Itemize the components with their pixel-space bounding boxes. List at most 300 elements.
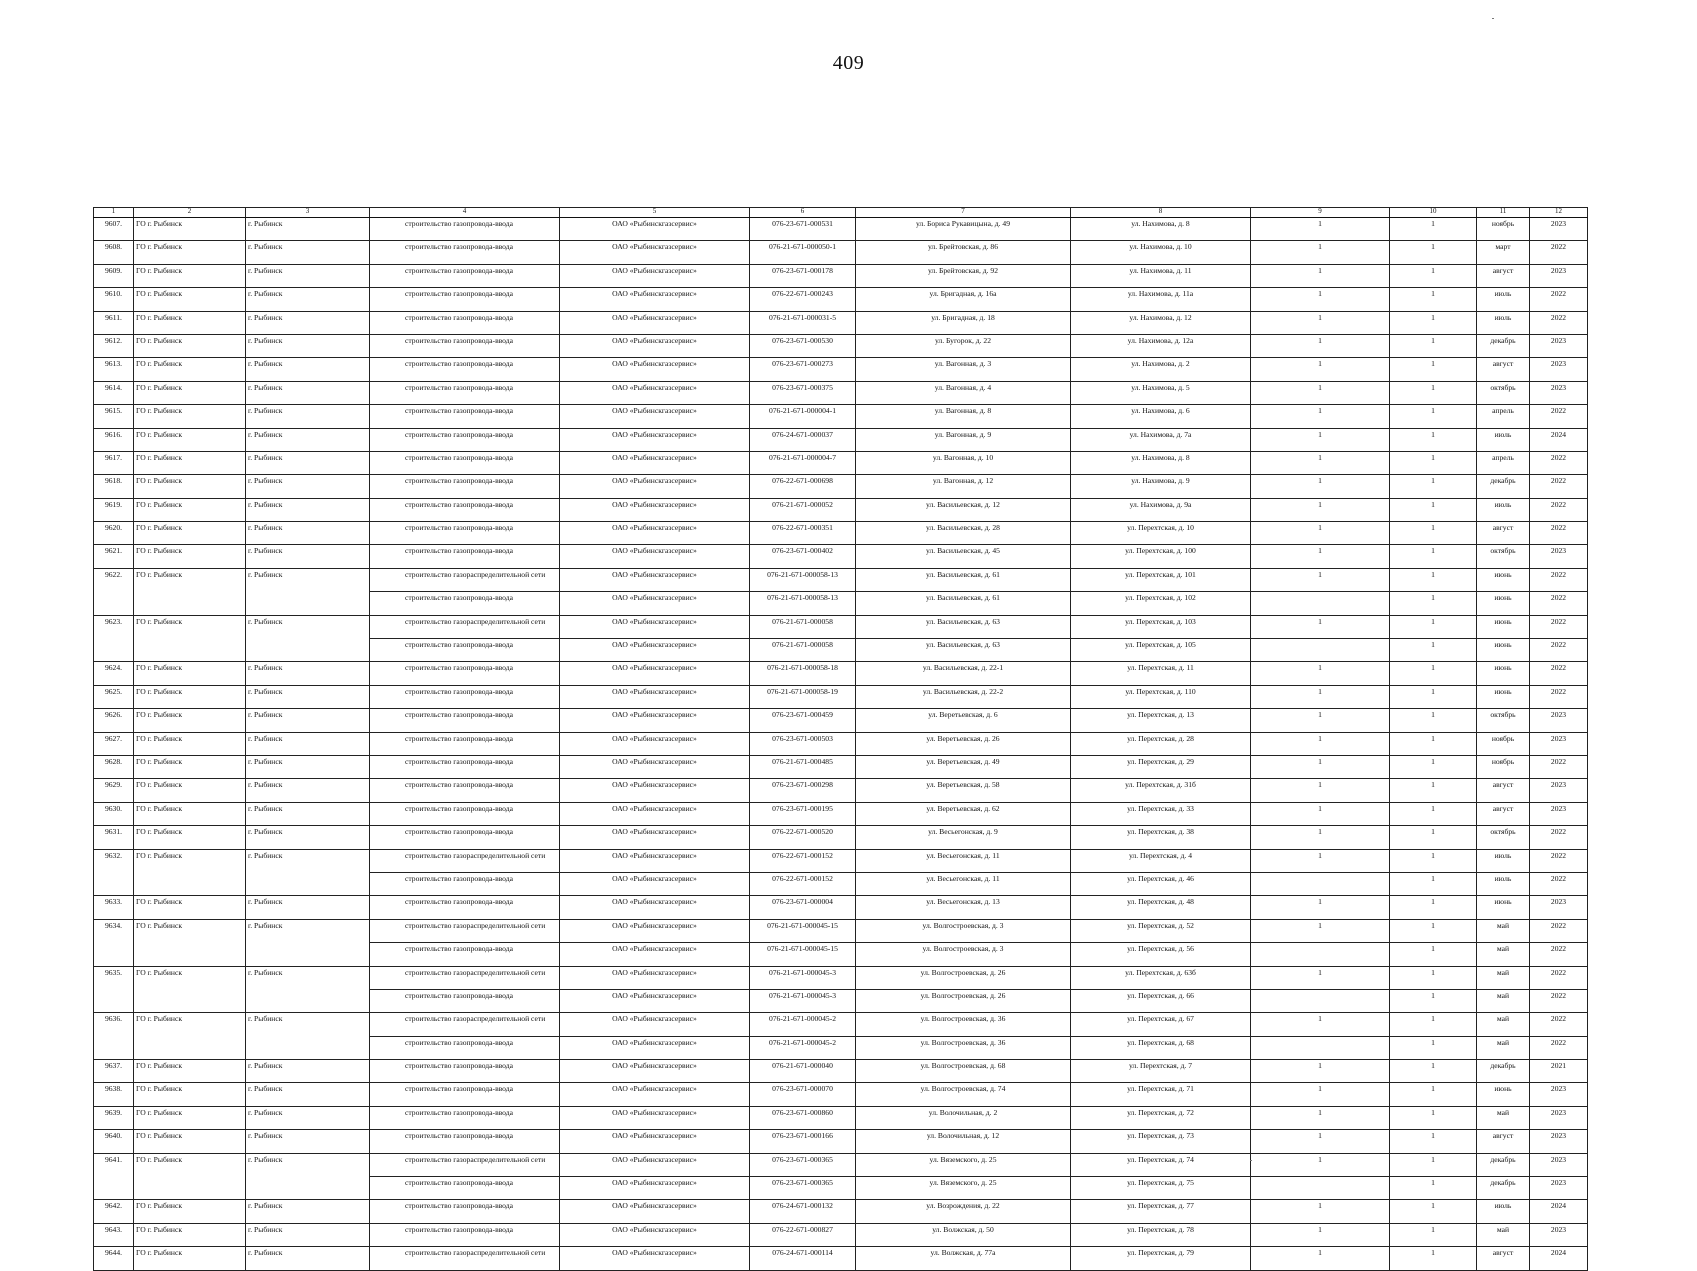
object-code-cell: 076-21-671-000485 xyxy=(750,755,856,778)
year-cell: 2022 xyxy=(1530,989,1588,1012)
year-cell: 2024 xyxy=(1530,1247,1588,1270)
settlement-cell: г. Рыбинск xyxy=(246,1083,370,1106)
work-type-cell: строительство газораспределительной сети xyxy=(370,1247,560,1270)
organization-cell: ОАО «Рыбинскгазсервис» xyxy=(560,311,750,334)
year-cell: 2022 xyxy=(1530,849,1588,872)
quantity-cell: 1 xyxy=(1390,989,1477,1012)
year-cell: 2022 xyxy=(1530,615,1588,638)
address-to-cell: ул. Перехтская, д. 29 xyxy=(1071,755,1251,778)
municipality-cell: ГО г. Рыбинск xyxy=(134,1223,246,1246)
address-to-cell: ул. Нахимова, д. 8 xyxy=(1071,451,1251,474)
object-code-cell: 076-21-671-000045-15 xyxy=(750,943,856,966)
quantity-cell: 1 xyxy=(1390,872,1477,895)
month-cell: октябрь xyxy=(1477,545,1530,568)
settlement-cell: г. Рыбинск xyxy=(246,311,370,334)
month-cell: август xyxy=(1477,779,1530,802)
quantity-cell: 1 xyxy=(1390,615,1477,638)
address-to-cell: ул. Перехтская, д. 71 xyxy=(1071,1083,1251,1106)
address-to-cell: ул. Нахимова, д. 12 xyxy=(1071,311,1251,334)
quantity-cell: 1 xyxy=(1390,826,1477,849)
quantity-cell: 1 xyxy=(1390,1060,1477,1083)
month-cell: август xyxy=(1477,802,1530,825)
row-number: 9613. xyxy=(94,358,134,381)
address-from-cell: ул. Весьегонская, д. 9 xyxy=(856,826,1071,849)
object-code-cell: 076-22-671-000152 xyxy=(750,849,856,872)
municipality-cell: ГО г. Рыбинск xyxy=(134,802,246,825)
table-row xyxy=(94,358,1588,381)
settlement-cell: г. Рыбинск xyxy=(246,1106,370,1129)
row-number: 9622. xyxy=(94,568,134,591)
count-cell: 1 xyxy=(1251,405,1390,428)
address-to-cell: ул. Нахимова, д. 8 xyxy=(1071,218,1251,241)
row-number: 9632. xyxy=(94,849,134,872)
row-number: 9609. xyxy=(94,264,134,287)
object-code-cell: 076-23-671-000503 xyxy=(750,732,856,755)
work-type-cell: строительство газопровода-ввода xyxy=(370,896,560,919)
column-number: 7 xyxy=(856,208,1071,218)
work-type-cell: строительство газопровода-ввода xyxy=(370,264,560,287)
column-number: 4 xyxy=(370,208,560,218)
row-number: 9623. xyxy=(94,615,134,638)
column-number: 9 xyxy=(1251,208,1390,218)
month-cell: июнь xyxy=(1477,639,1530,662)
work-type-cell: строительство газопровода-ввода xyxy=(370,1036,560,1059)
table-row xyxy=(94,1013,1588,1036)
organization-cell: ОАО «Рыбинскгазсервис» xyxy=(560,1153,750,1176)
organization-cell: ОАО «Рыбинскгазсервис» xyxy=(560,241,750,264)
address-to-cell: ул. Перехтская, д. 72 xyxy=(1071,1106,1251,1129)
year-cell: 2023 xyxy=(1530,732,1588,755)
municipality-cell: ГО г. Рыбинск xyxy=(134,779,246,802)
work-type-cell: строительство газопровода-ввода xyxy=(370,732,560,755)
year-cell: 2022 xyxy=(1530,966,1588,989)
quantity-cell: 1 xyxy=(1390,288,1477,311)
object-code-cell: 076-22-671-000827 xyxy=(750,1223,856,1246)
municipality-cell: ГО г. Рыбинск xyxy=(134,334,246,357)
municipality-cell: ГО г. Рыбинск xyxy=(134,451,246,474)
work-type-cell: строительство газопровода-ввода xyxy=(370,218,560,241)
month-cell: ноябрь xyxy=(1477,732,1530,755)
column-number: 5 xyxy=(560,208,750,218)
count-cell xyxy=(1251,943,1390,966)
count-cell: 1 xyxy=(1251,1153,1390,1176)
address-from-cell: ул. Васильевская, д. 22-2 xyxy=(856,685,1071,708)
address-from-cell: ул. Вагонная, д. 9 xyxy=(856,428,1071,451)
work-type-cell: строительство газопровода-ввода xyxy=(370,545,560,568)
organization-cell: ОАО «Рыбинскгазсервис» xyxy=(560,475,750,498)
object-code-cell: 076-21-671-000058 xyxy=(750,615,856,638)
address-to-cell: ул. Нахимова, д. 12а xyxy=(1071,334,1251,357)
municipality-cell: ГО г. Рыбинск xyxy=(134,1153,246,1176)
address-to-cell: ул. Перехтская, д. 46 xyxy=(1071,872,1251,895)
work-type-cell: строительство газопровода-ввода xyxy=(370,428,560,451)
address-from-cell: ул. Брейтовская, д. 92 xyxy=(856,264,1071,287)
page-number: 409 xyxy=(832,52,865,74)
work-type-cell: строительство газопровода-ввода xyxy=(370,475,560,498)
address-to-cell: ул. Перехтская, д. 48 xyxy=(1071,896,1251,919)
year-cell: 2022 xyxy=(1530,241,1588,264)
work-type-cell: строительство газопровода-ввода xyxy=(370,381,560,404)
municipality-cell: ГО г. Рыбинск xyxy=(134,545,246,568)
object-code-cell: 076-23-671-000195 xyxy=(750,802,856,825)
month-cell: июнь xyxy=(1477,896,1530,919)
year-cell: 2023 xyxy=(1530,1177,1588,1200)
settlement-cell: г. Рыбинск xyxy=(246,1223,370,1246)
organization-cell: ОАО «Рыбинскгазсервис» xyxy=(560,1177,750,1200)
address-from-cell: ул. Волгостроевская, д. 68 xyxy=(856,1060,1071,1083)
object-code-cell: 076-23-671-000365 xyxy=(750,1177,856,1200)
settlement-cell: г. Рыбинск xyxy=(246,288,370,311)
address-from-cell: ул. Весьегонская, д. 11 xyxy=(856,849,1071,872)
count-cell: 1 xyxy=(1251,241,1390,264)
address-from-cell: ул. Васильевская, д. 63 xyxy=(856,639,1071,662)
settlement-cell: г. Рыбинск xyxy=(246,381,370,404)
quantity-cell: 1 xyxy=(1390,919,1477,942)
municipality-cell: ГО г. Рыбинск xyxy=(134,428,246,451)
row-number xyxy=(94,989,134,1012)
address-to-cell: ул. Перехтская, д. 66 xyxy=(1071,989,1251,1012)
municipality-cell: ГО г. Рыбинск xyxy=(134,615,246,638)
municipality-cell: ГО г. Рыбинск xyxy=(134,919,246,942)
month-cell: июнь xyxy=(1477,1083,1530,1106)
organization-cell: ОАО «Рыбинскгазсервис» xyxy=(560,592,750,615)
settlement-cell: г. Рыбинск xyxy=(246,802,370,825)
organization-cell: ОАО «Рыбинскгазсервис» xyxy=(560,1130,750,1153)
address-to-cell: ул. Нахимова, д. 6 xyxy=(1071,405,1251,428)
address-from-cell: ул. Бригадная, д. 16а xyxy=(856,288,1071,311)
month-cell: апрель xyxy=(1477,451,1530,474)
count-cell: 1 xyxy=(1251,802,1390,825)
address-to-cell: ул. Перехтская, д. 102 xyxy=(1071,592,1251,615)
object-code-cell: 076-22-671-000520 xyxy=(750,826,856,849)
count-cell: 1 xyxy=(1251,218,1390,241)
year-cell: 2022 xyxy=(1530,311,1588,334)
year-cell: 2022 xyxy=(1530,919,1588,942)
municipality-cell: ГО г. Рыбинск xyxy=(134,755,246,778)
count-cell: 1 xyxy=(1251,966,1390,989)
address-to-cell: ул. Перехтская, д. 52 xyxy=(1071,919,1251,942)
address-to-cell: ул. Перехтская, д. 11 xyxy=(1071,662,1251,685)
year-cell: 2022 xyxy=(1530,288,1588,311)
count-cell: 1 xyxy=(1251,311,1390,334)
municipality-cell: ГО г. Рыбинск xyxy=(134,522,246,545)
quantity-cell: 1 xyxy=(1390,1153,1477,1176)
table-row xyxy=(94,662,1588,685)
object-code-cell: 076-23-671-000273 xyxy=(750,358,856,381)
year-cell: 2023 xyxy=(1530,802,1588,825)
row-number: 9639. xyxy=(94,1106,134,1129)
row-number: 9629. xyxy=(94,779,134,802)
organization-cell: ОАО «Рыбинскгазсервис» xyxy=(560,802,750,825)
count-cell: 1 xyxy=(1251,264,1390,287)
quantity-cell: 1 xyxy=(1390,709,1477,732)
organization-cell: ОАО «Рыбинскгазсервис» xyxy=(560,218,750,241)
address-from-cell: ул. Волгостроевская, д. 26 xyxy=(856,989,1071,1012)
object-code-cell: 076-21-671-000004-7 xyxy=(750,451,856,474)
month-cell: июнь xyxy=(1477,615,1530,638)
municipality-cell xyxy=(134,1036,246,1059)
organization-cell: ОАО «Рыбинскгазсервис» xyxy=(560,568,750,591)
address-to-cell: ул. Перехтская, д. 77 xyxy=(1071,1200,1251,1223)
work-type-cell: строительство газопровода-ввода xyxy=(370,685,560,708)
row-number: 9631. xyxy=(94,826,134,849)
settlement-cell: г. Рыбинск xyxy=(246,1200,370,1223)
organization-cell: ОАО «Рыбинскгазсервис» xyxy=(560,358,750,381)
row-number: 9619. xyxy=(94,498,134,521)
work-type-cell: строительство газораспределительной сети xyxy=(370,615,560,638)
settlement-cell: г. Рыбинск xyxy=(246,522,370,545)
month-cell: май xyxy=(1477,989,1530,1012)
settlement-cell: г. Рыбинск xyxy=(246,451,370,474)
table-row xyxy=(94,381,1588,404)
settlement-cell: г. Рыбинск xyxy=(246,919,370,942)
table-row xyxy=(94,802,1588,825)
count-cell: 1 xyxy=(1251,475,1390,498)
year-cell: 2022 xyxy=(1530,943,1588,966)
year-cell: 2023 xyxy=(1530,358,1588,381)
object-code-cell: 076-21-671-000045-15 xyxy=(750,919,856,942)
count-cell: 1 xyxy=(1251,779,1390,802)
column-number: 3 xyxy=(246,208,370,218)
count-cell xyxy=(1251,1177,1390,1200)
address-to-cell: ул. Нахимова, д. 2 xyxy=(1071,358,1251,381)
row-number xyxy=(94,1036,134,1059)
organization-cell: ОАО «Рыбинскгазсервис» xyxy=(560,685,750,708)
month-cell: июнь xyxy=(1477,662,1530,685)
municipality-cell: ГО г. Рыбинск xyxy=(134,264,246,287)
organization-cell: ОАО «Рыбинскгазсервис» xyxy=(560,1036,750,1059)
object-code-cell: 076-22-671-000243 xyxy=(750,288,856,311)
row-number: 9642. xyxy=(94,1200,134,1223)
address-from-cell: ул. Вяземского, д. 25 xyxy=(856,1177,1071,1200)
work-type-cell: строительство газопровода-ввода xyxy=(370,1106,560,1129)
count-cell: 1 xyxy=(1251,428,1390,451)
municipality-cell: ГО г. Рыбинск xyxy=(134,498,246,521)
settlement-cell: г. Рыбинск xyxy=(246,358,370,381)
address-from-cell: ул. Волжская, д. 50 xyxy=(856,1223,1071,1246)
row-number: 9626. xyxy=(94,709,134,732)
quantity-cell: 1 xyxy=(1390,568,1477,591)
settlement-cell: г. Рыбинск xyxy=(246,1153,370,1176)
organization-cell: ОАО «Рыбинскгазсервис» xyxy=(560,498,750,521)
object-code-cell: 076-23-671-000166 xyxy=(750,1130,856,1153)
table-row xyxy=(94,779,1588,802)
address-to-cell: ул. Перехтская, д. 74 xyxy=(1071,1153,1251,1176)
work-type-cell: строительство газопровода-ввода xyxy=(370,451,560,474)
quantity-cell: 1 xyxy=(1390,1200,1477,1223)
table-row xyxy=(94,451,1588,474)
count-cell: 1 xyxy=(1251,498,1390,521)
organization-cell: ОАО «Рыбинскгазсервис» xyxy=(560,381,750,404)
year-cell: 2023 xyxy=(1530,1083,1588,1106)
organization-cell: ОАО «Рыбинскгазсервис» xyxy=(560,732,750,755)
address-to-cell: ул. Нахимова, д. 10 xyxy=(1071,241,1251,264)
row-number xyxy=(94,872,134,895)
month-cell: май xyxy=(1477,1036,1530,1059)
year-cell: 2022 xyxy=(1530,498,1588,521)
address-from-cell: ул. Бригадная, д. 18 xyxy=(856,311,1071,334)
month-cell: октябрь xyxy=(1477,381,1530,404)
object-code-cell: 076-23-671-000402 xyxy=(750,545,856,568)
year-cell: 2023 xyxy=(1530,1153,1588,1176)
table-row xyxy=(94,872,1588,895)
address-to-cell: ул. Перехтская, д. 56 xyxy=(1071,943,1251,966)
quantity-cell: 1 xyxy=(1390,1223,1477,1246)
object-code-cell: 076-23-671-000459 xyxy=(750,709,856,732)
work-type-cell: строительство газопровода-ввода xyxy=(370,1177,560,1200)
object-code-cell: 076-21-671-000045-2 xyxy=(750,1013,856,1036)
organization-cell: ОАО «Рыбинскгазсервис» xyxy=(560,1083,750,1106)
object-code-cell: 076-21-671-000031-5 xyxy=(750,311,856,334)
month-cell: ноябрь xyxy=(1477,755,1530,778)
table-row xyxy=(94,592,1588,615)
row-number xyxy=(94,592,134,615)
address-from-cell: ул. Весьегонская, д. 11 xyxy=(856,872,1071,895)
month-cell: май xyxy=(1477,966,1530,989)
month-cell: август xyxy=(1477,522,1530,545)
month-cell: июль xyxy=(1477,498,1530,521)
table-row xyxy=(94,639,1588,662)
table-row xyxy=(94,1177,1588,1200)
count-cell: 1 xyxy=(1251,1106,1390,1129)
table-row xyxy=(94,732,1588,755)
object-code-cell: 076-24-671-000114 xyxy=(750,1247,856,1270)
municipality-cell: ГО г. Рыбинск xyxy=(134,241,246,264)
work-type-cell: строительство газораспределительной сети xyxy=(370,568,560,591)
row-number: 9607. xyxy=(94,218,134,241)
month-cell: июнь xyxy=(1477,568,1530,591)
municipality-cell: ГО г. Рыбинск xyxy=(134,685,246,708)
table-row xyxy=(94,1153,1588,1176)
year-cell: 2024 xyxy=(1530,1200,1588,1223)
organization-cell: ОАО «Рыбинскгазсервис» xyxy=(560,1223,750,1246)
object-code-cell: 076-21-671-000004-1 xyxy=(750,405,856,428)
settlement-cell xyxy=(246,872,370,895)
year-cell: 2023 xyxy=(1530,264,1588,287)
address-from-cell: ул. Васильевская, д. 45 xyxy=(856,545,1071,568)
month-cell: июнь xyxy=(1477,685,1530,708)
column-number: 2 xyxy=(134,208,246,218)
year-cell: 2022 xyxy=(1530,872,1588,895)
address-to-cell: ул. Перехтская, д. 7 xyxy=(1071,1060,1251,1083)
quantity-cell: 1 xyxy=(1390,662,1477,685)
month-cell: август xyxy=(1477,264,1530,287)
municipality-cell: ГО г. Рыбинск xyxy=(134,966,246,989)
table-row xyxy=(94,568,1588,591)
organization-cell: ОАО «Рыбинскгазсервис» xyxy=(560,264,750,287)
quantity-cell: 1 xyxy=(1390,849,1477,872)
work-type-cell: строительство газопровода-ввода xyxy=(370,872,560,895)
work-type-cell: строительство газопровода-ввода xyxy=(370,288,560,311)
quantity-cell: 1 xyxy=(1390,1177,1477,1200)
month-cell: декабрь xyxy=(1477,334,1530,357)
address-to-cell: ул. Перехтская, д. 79 xyxy=(1071,1247,1251,1270)
address-from-cell: ул. Вагонная, д. 10 xyxy=(856,451,1071,474)
work-type-cell: строительство газораспределительной сети xyxy=(370,966,560,989)
settlement-cell: г. Рыбинск xyxy=(246,1247,370,1270)
address-from-cell: ул. Вагонная, д. 4 xyxy=(856,381,1071,404)
municipality-cell: ГО г. Рыбинск xyxy=(134,1060,246,1083)
object-code-cell: 076-22-671-000152 xyxy=(750,872,856,895)
month-cell: октябрь xyxy=(1477,709,1530,732)
row-number: 9644. xyxy=(94,1247,134,1270)
address-from-cell: ул. Волочильная, д. 2 xyxy=(856,1106,1071,1129)
table-row xyxy=(94,241,1588,264)
address-from-cell: ул. Брейтовская, д. 86 xyxy=(856,241,1071,264)
municipality-cell: ГО г. Рыбинск xyxy=(134,709,246,732)
year-cell: 2022 xyxy=(1530,475,1588,498)
table-row xyxy=(94,334,1588,357)
organization-cell: ОАО «Рыбинскгазсервис» xyxy=(560,919,750,942)
address-from-cell: ул. Вагонная, д. 12 xyxy=(856,475,1071,498)
settlement-cell: г. Рыбинск xyxy=(246,428,370,451)
object-code-cell: 076-23-671-000178 xyxy=(750,264,856,287)
month-cell: декабрь xyxy=(1477,1153,1530,1176)
row-number: 9618. xyxy=(94,475,134,498)
address-from-cell: ул. Волгостроевская, д. 74 xyxy=(856,1083,1071,1106)
table-row xyxy=(94,1083,1588,1106)
object-code-cell: 076-22-671-000351 xyxy=(750,522,856,545)
year-cell: 2022 xyxy=(1530,826,1588,849)
count-cell: 1 xyxy=(1251,334,1390,357)
object-code-cell: 076-23-671-000860 xyxy=(750,1106,856,1129)
municipality-cell: ГО г. Рыбинск xyxy=(134,1200,246,1223)
year-cell: 2021 xyxy=(1530,1060,1588,1083)
count-cell: 1 xyxy=(1251,732,1390,755)
work-type-cell: строительство газопровода-ввода xyxy=(370,639,560,662)
settlement-cell: г. Рыбинск xyxy=(246,1013,370,1036)
quantity-cell: 1 xyxy=(1390,1106,1477,1129)
address-from-cell: ул. Веретьевская, д. 6 xyxy=(856,709,1071,732)
settlement-cell: г. Рыбинск xyxy=(246,264,370,287)
table-row xyxy=(94,1223,1588,1246)
municipality-cell: ГО г. Рыбинск xyxy=(134,662,246,685)
table-row xyxy=(94,1060,1588,1083)
address-from-cell: ул. Волжская, д. 77а xyxy=(856,1247,1071,1270)
row-number: 9624. xyxy=(94,662,134,685)
quantity-cell: 1 xyxy=(1390,405,1477,428)
row-number: 9620. xyxy=(94,522,134,545)
table-row xyxy=(94,709,1588,732)
month-cell: июль xyxy=(1477,428,1530,451)
year-cell: 2022 xyxy=(1530,662,1588,685)
object-code-cell: 076-21-671-000058-13 xyxy=(750,568,856,591)
table-row xyxy=(94,545,1588,568)
year-cell: 2022 xyxy=(1530,451,1588,474)
row-number: 9616. xyxy=(94,428,134,451)
month-cell: июль xyxy=(1477,849,1530,872)
quantity-cell: 1 xyxy=(1390,1013,1477,1036)
table-row xyxy=(94,1106,1588,1129)
row-number: 9636. xyxy=(94,1013,134,1036)
count-cell xyxy=(1251,592,1390,615)
table-row xyxy=(94,218,1588,241)
municipality-cell xyxy=(134,989,246,1012)
address-from-cell: ул. Васильевская, д. 12 xyxy=(856,498,1071,521)
count-cell: 1 xyxy=(1251,1060,1390,1083)
work-type-cell: строительство газораспределительной сети xyxy=(370,1013,560,1036)
table-row xyxy=(94,685,1588,708)
year-cell: 2022 xyxy=(1530,685,1588,708)
organization-cell: ОАО «Рыбинскгазсервис» xyxy=(560,1106,750,1129)
month-cell: декабрь xyxy=(1477,1177,1530,1200)
work-type-cell: строительство газопровода-ввода xyxy=(370,779,560,802)
month-cell: июль xyxy=(1477,1200,1530,1223)
count-cell: 1 xyxy=(1251,1130,1390,1153)
count-cell: 1 xyxy=(1251,615,1390,638)
settlement-cell: г. Рыбинск xyxy=(246,1060,370,1083)
municipality-cell: ГО г. Рыбинск xyxy=(134,732,246,755)
